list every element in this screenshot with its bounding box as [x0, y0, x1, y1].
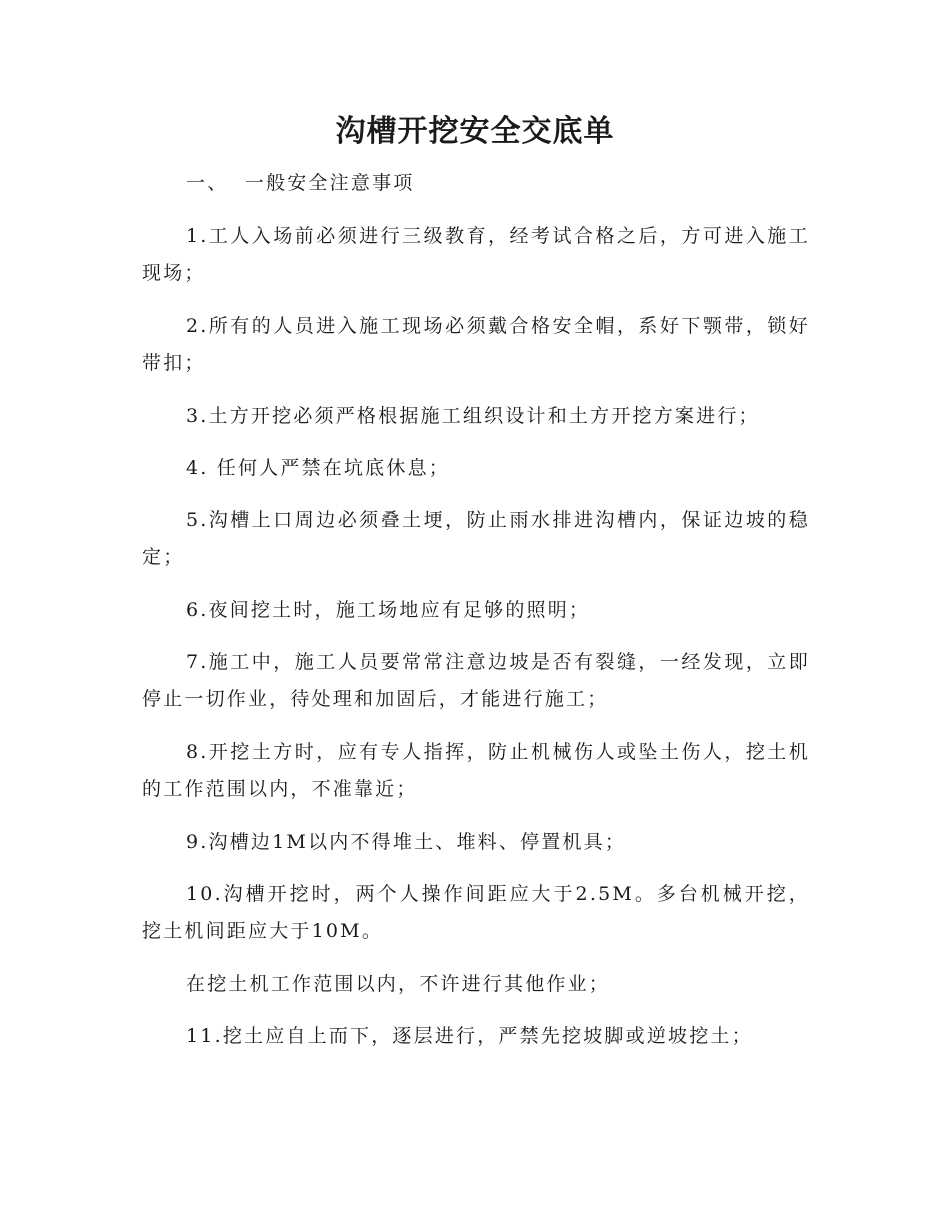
paragraph-10: 10.沟槽开挖时，两个人操作间距应大于2.5M。多台机械开挖，挖土机间距应大于10M。	[142, 883, 810, 942]
paragraph-1: 1.工人入场前必须进行三级教育，经考试合格之后，方可进入施工现场；	[142, 225, 810, 284]
paragraph-11: 11.挖土应自上而下，逐层进行，严禁先挖坡脚或逆坡挖土；	[186, 1025, 753, 1047]
paragraph-3: 3.土方开挖必须严格根据施工组织设计和土方开挖方案进行；	[186, 405, 760, 427]
paragraph-8: 8.开挖土方时，应有专人指挥，防止机械伤人或坠土伤人，挖土机的工作范围以内，不准靠近；	[142, 741, 810, 800]
paragraph-2: 2.所有的人员进入施工现场必须戴合格安全帽，系好下颚带，锁好带扣；	[142, 315, 810, 374]
paragraph-10-continued: 在挖土机工作范围以内，不许进行其他作业；	[186, 973, 611, 995]
section-heading: 一、 一般安全注意事项	[186, 172, 415, 194]
paragraph-5: 5.沟槽上口周边必须叠土埂，防止雨水排进沟槽内，保证边坡的稳定；	[142, 509, 810, 568]
paragraph-6: 6.夜间挖土时，施工场地应有足够的照明；	[186, 599, 591, 621]
paragraph-7: 7.施工中，施工人员要常常注意边坡是否有裂缝，一经发现，立即停止一切作业，待处理和加固后，才能进行施工；	[142, 651, 810, 710]
document-title: 沟槽开挖安全交底单	[335, 114, 615, 149]
paragraph-4: 4. 任何人严禁在坑底休息；	[186, 457, 450, 479]
paragraph-9: 9.沟槽边1M以内不得堆土、堆料、停置机具；	[186, 831, 627, 853]
